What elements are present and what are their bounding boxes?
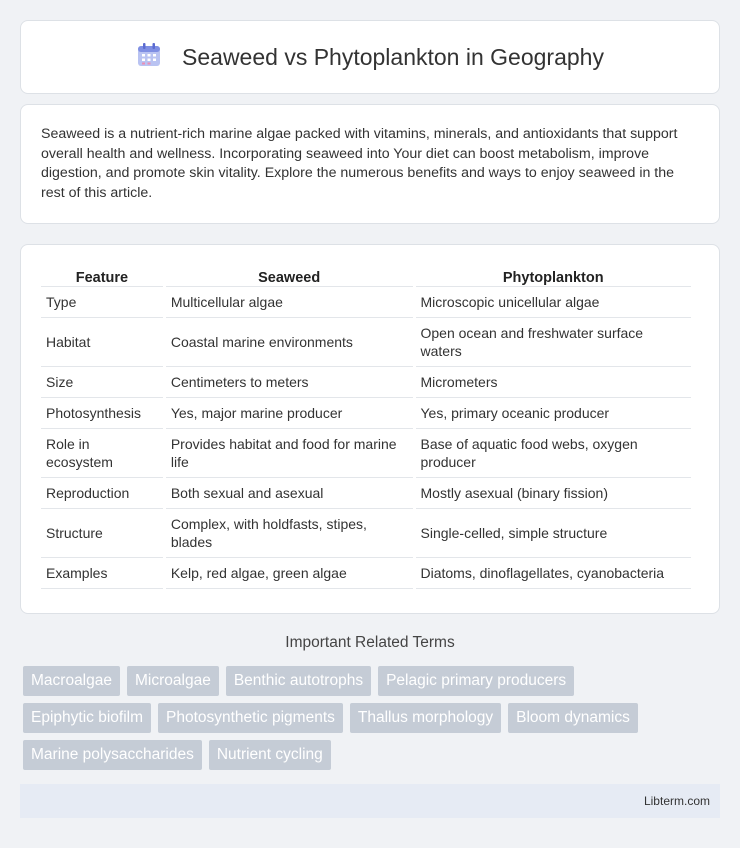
header-seaweed: Seaweed — [166, 265, 413, 287]
intro-text: Seaweed is a nutrient-rich marine algae packed with vitamins, minerals, and antioxidants that support overall health and wellness. Incorporating seaweed into Your diet can boost metabolism, improve digestion, and promote skin vitality. Explore the numerous benefits and ways to enjoy seaweed in the rest of this article. — [41, 126, 678, 201]
table-row — [41, 478, 691, 509]
cell-seaweed: Centimeters to meters — [166, 367, 413, 398]
cell-feature: Reproduction — [41, 478, 163, 509]
tag-pelagic-primary-producers[interactable]: Pelagic primary producers — [378, 666, 574, 696]
tag-bloom-dynamics[interactable]: Bloom dynamics — [508, 703, 638, 733]
cell-phytoplankton: Yes, primary oceanic producer — [416, 398, 692, 429]
cell-phytoplankton: Base of aquatic food webs, oxygen producer — [416, 429, 692, 478]
tag-microalgae[interactable]: Microalgae — [127, 666, 219, 696]
table-row — [41, 509, 691, 558]
cell-seaweed: Complex, with holdfasts, stipes, blades — [166, 509, 413, 558]
table-row — [41, 558, 691, 589]
header-card — [20, 20, 720, 94]
calendar-icon — [136, 42, 162, 73]
table-row — [41, 429, 691, 478]
comparison-table — [38, 265, 694, 589]
table-row — [41, 398, 691, 429]
tag-thallus-morphology[interactable]: Thallus morphology — [350, 703, 501, 733]
table-header-row — [41, 265, 691, 287]
related-terms-title: Important Related Terms — [285, 634, 455, 651]
cell-seaweed: Yes, major marine producer — [166, 398, 413, 429]
header-phytoplankton: Phytoplankton — [416, 265, 692, 287]
cell-seaweed: Provides habitat and food for marine life — [166, 429, 413, 478]
cell-phytoplankton: Open ocean and freshwater surface waters — [416, 318, 692, 367]
table-row — [41, 287, 691, 318]
tag-benthic-autotrophs[interactable]: Benthic autotrophs — [226, 666, 371, 696]
tag-nutrient-cycling[interactable]: Nutrient cycling — [209, 740, 331, 770]
cell-seaweed: Multicellular algae — [166, 287, 413, 318]
cell-feature: Size — [41, 367, 163, 398]
table-row — [41, 367, 691, 398]
cell-feature: Examples — [41, 558, 163, 589]
footer — [20, 784, 720, 818]
cell-phytoplankton: Diatoms, dinoflagellates, cyanobacteria — [416, 558, 692, 589]
tag-marine-polysaccharides[interactable]: Marine polysaccharides — [23, 740, 202, 770]
footer-site-link[interactable]: Libterm.com — [643, 794, 710, 808]
comparison-card — [20, 244, 720, 614]
cell-phytoplankton: Microscopic unicellular algae — [416, 287, 692, 318]
header-feature: Feature — [41, 265, 163, 287]
table-row — [41, 318, 691, 367]
intro-card — [20, 104, 720, 224]
cell-phytoplankton: Mostly asexual (binary fission) — [416, 478, 692, 509]
cell-feature: Structure — [41, 509, 163, 558]
cell-feature: Role in ecosystem — [41, 429, 163, 478]
cell-phytoplankton: Micrometers — [416, 367, 692, 398]
page-title: Seaweed vs Phytoplankton in Geography — [182, 43, 604, 70]
cell-seaweed: Coastal marine environments — [166, 318, 413, 367]
tag-epiphytic-biofilm[interactable]: Epiphytic biofilm — [23, 703, 151, 733]
tag-macroalgae[interactable]: Macroalgae — [23, 666, 120, 696]
cell-seaweed: Both sexual and asexual — [166, 478, 413, 509]
cell-feature: Type — [41, 287, 163, 318]
tag-photosynthetic-pigments[interactable]: Photosynthetic pigments — [158, 703, 343, 733]
cell-seaweed: Kelp, red algae, green algae — [166, 558, 413, 589]
cell-feature: Habitat — [41, 318, 163, 367]
related-terms-list — [23, 666, 703, 770]
cell-phytoplankton: Single-celled, simple structure — [416, 509, 692, 558]
cell-feature: Photosynthesis — [41, 398, 163, 429]
